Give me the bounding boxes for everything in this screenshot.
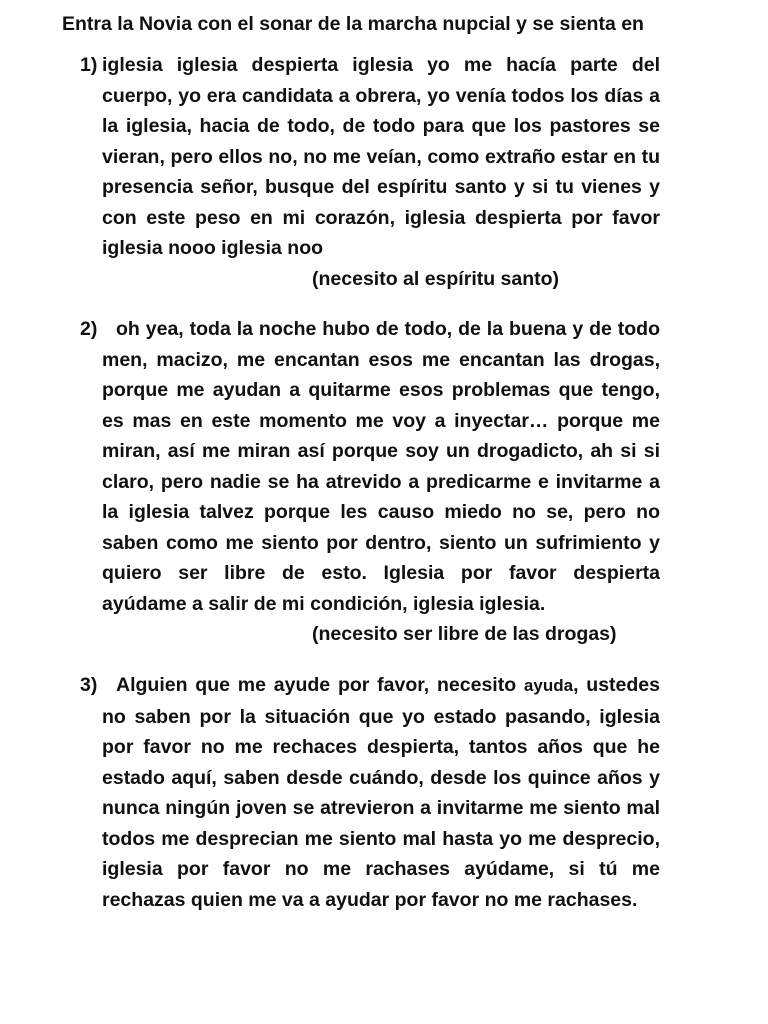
list-item-1 (80, 50, 660, 294)
list-item-caption: (necesito ser libre de las drogas) (312, 623, 617, 645)
document-heading: Entra la Novia con el sonar de la marcha nupcial y se sienta en (62, 13, 644, 35)
list-item-text-wrapper (102, 670, 660, 915)
list-item-text: iglesia iglesia despierta iglesia yo me hacía parte del cuerpo, yo era candidata a obrera, yo venía todos los días a la iglesia, hacia de todo, de todo para que los pastores se vieran, pero ellos no, no me veían, como extraño estar en tu presencia señor, busque del espíritu santo y si tu vienes y con este peso en mi corazón, iglesia despierta por favor iglesia nooo iglesia noo (102, 54, 660, 259)
list-item-text-start: Alguien que me ayude por favor, necesito (116, 674, 524, 696)
list-item-3 (80, 670, 660, 915)
list-item-text-end: , ustedes no saben por la situación que yo estado pasando, iglesia por favor no me rechaces despierta, tantos años que he estado aquí, saben desde cuándo, desde los quince años y nunca ningún joven se atrevieron a invitarme me siento mal todos me desprecian me siento mal hasta yo me desprecio, iglesia por favor no me rachases ayúdame, si tú me rechazas quien me va a ayudar por favor no me rachases. (102, 674, 660, 911)
list-item-caption: (necesito al espíritu santo) (312, 267, 560, 290)
list-item-number: 1) (80, 54, 98, 76)
list-item-text: oh yea, toda la noche hubo de todo, de la buena y de todo men, macizo, me encantan esos me encantan las drogas, porque me ayudan a quitarme esos problemas que tengo, es mas en este momento me voy a inyectar… porque me miran, así me miran así porque soy un drogadicto, ah si si claro, pero nadie se ha atrevido a predicarme e invitarme a la iglesia talvez porque les causo miedo no se, pero no saben como me siento por dentro, siento un sufrimiento y quiero ser libre de esto. Iglesia por favor despierta ayúdame a salir de mi condición, iglesia iglesia. (102, 318, 660, 615)
list-item-number: 2) (80, 318, 98, 340)
list-item-2 (80, 314, 660, 650)
list-item-text-small-word: ayuda (523, 676, 574, 695)
list-item-text-wrapper (102, 314, 660, 619)
list-item-number: 3) (80, 674, 98, 696)
